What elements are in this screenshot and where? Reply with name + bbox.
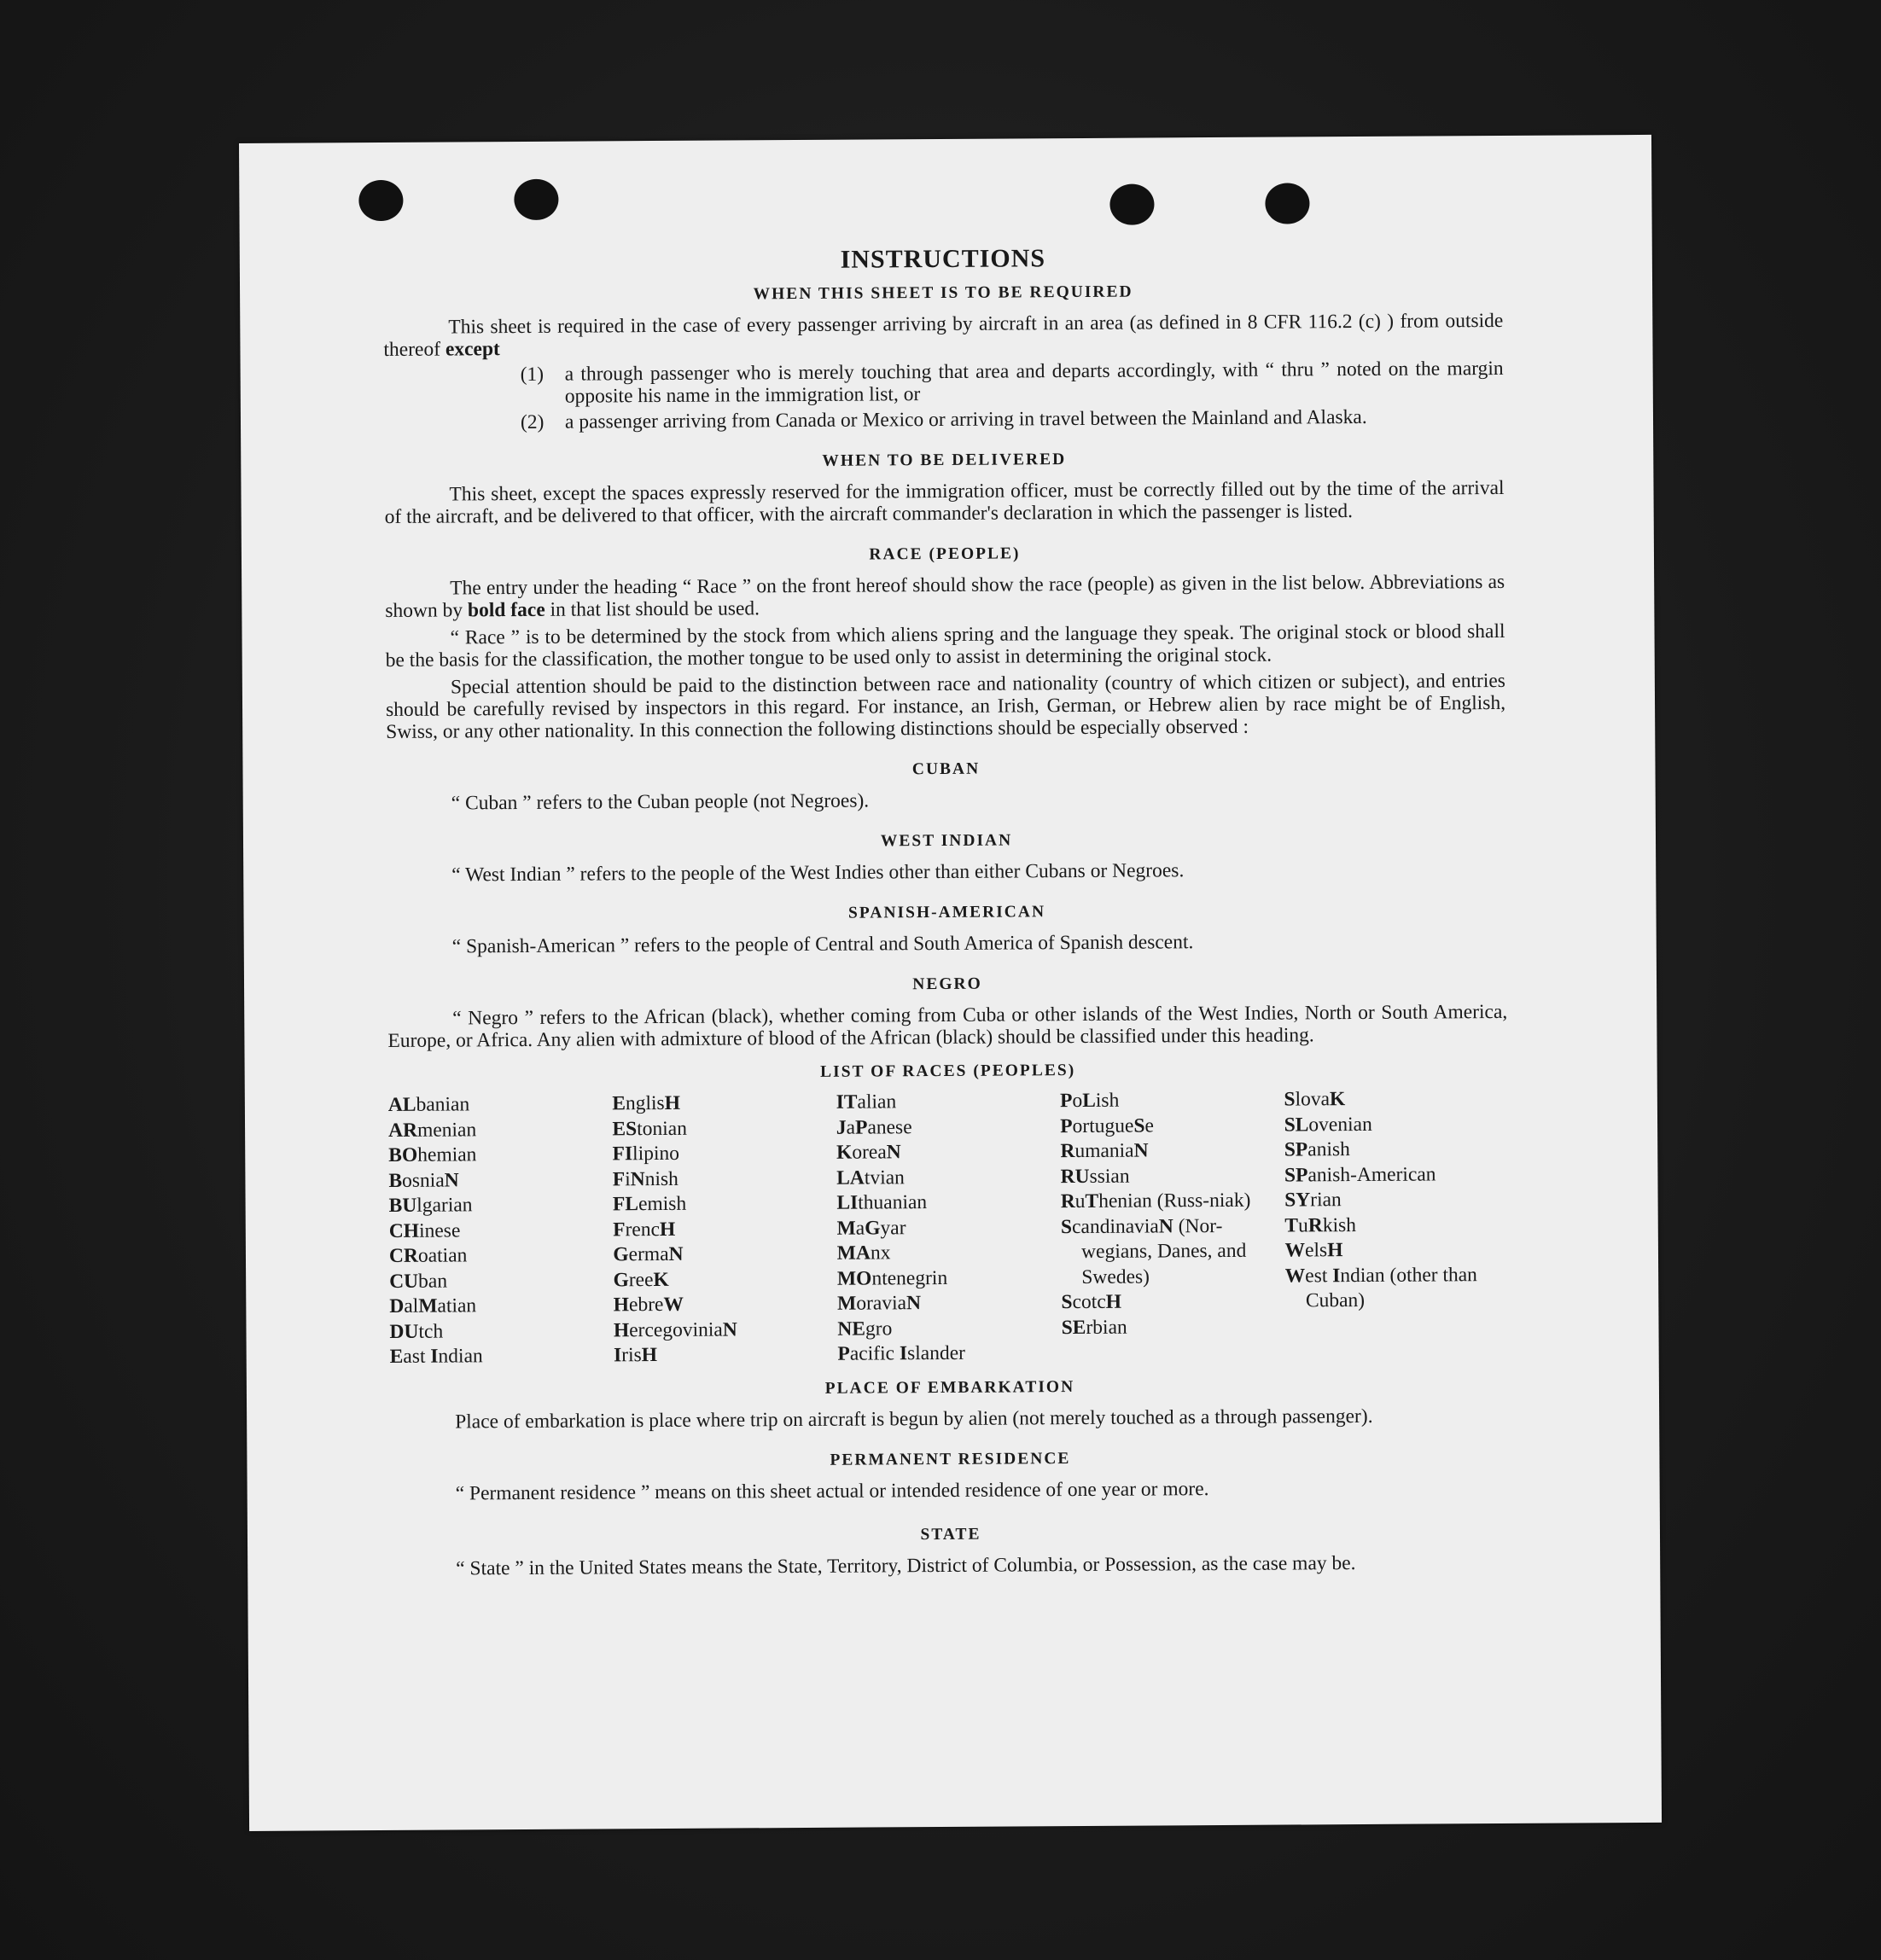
race-entry: West Indian (other than Cuban) bbox=[1284, 1263, 1477, 1312]
races-column bbox=[836, 1089, 1062, 1367]
race-entry: ScotcH bbox=[1061, 1290, 1122, 1314]
instructions-content bbox=[383, 245, 1511, 1579]
list-item: (2) a passenger arriving from Canada or Mexico or arriving in travel between the Mainland and Alaska. bbox=[520, 405, 1367, 433]
race-entry: HebreW bbox=[613, 1293, 684, 1317]
race-entry: ARmenian bbox=[387, 1118, 477, 1142]
punch-hole bbox=[1265, 183, 1309, 224]
race-entry: HercegoviniaN bbox=[613, 1317, 737, 1341]
race-entry: RuThenian (Russ-niak) bbox=[1060, 1189, 1251, 1213]
race-entry: BUlgarian bbox=[388, 1194, 473, 1217]
race-entry: Pacific Islander bbox=[837, 1341, 966, 1365]
section-heading-embarkation: PLACE OF EMBARKATION bbox=[824, 1377, 1075, 1398]
document-page bbox=[239, 135, 1662, 1831]
race-entry: ScandinaviaN (Nor-wegians, Danes, and Swedes) bbox=[1060, 1214, 1247, 1288]
section-heading-list-of-races: LIST OF RACES (PEOPLES) bbox=[820, 1061, 1076, 1081]
cuban-text: “ Cuban ” refers to the Cuban people (not Negroes). bbox=[451, 789, 870, 815]
race-entry: CRoatian bbox=[388, 1244, 468, 1267]
races-column bbox=[1284, 1086, 1509, 1364]
race-entry: BosniaN bbox=[388, 1168, 459, 1192]
race-entry: FIlipino bbox=[612, 1142, 680, 1166]
race-entry: EStonian bbox=[612, 1117, 688, 1140]
race-entry: PoLish bbox=[1059, 1089, 1120, 1113]
punch-hole bbox=[358, 180, 403, 221]
required-intro: This sheet is required in the case of every passenger arriving by aircraft in an area (as defined in 8 CFR 116.2 (c) ) from outside thereof except bbox=[383, 309, 1504, 361]
race-entry: MOntenegrin bbox=[836, 1266, 948, 1290]
race-entry: MAnx bbox=[836, 1242, 891, 1265]
race-paragraph-2: “ Race ” is to be determined by the stock from which aliens spring and the language they speak. The original stock or blood shall be the basis for the classification, the mother tongue to be used only to assist in determining the original stock. bbox=[385, 619, 1505, 672]
section-heading-residence: PERMANENT RESIDENCE bbox=[830, 1449, 1071, 1469]
race-entry: SlovaK bbox=[1284, 1088, 1346, 1111]
race-entry: SErbian bbox=[1061, 1316, 1127, 1339]
section-heading-spanish-american: SPANISH-AMERICAN bbox=[847, 903, 1046, 922]
section-heading-race: RACE (PEOPLE) bbox=[869, 544, 1021, 564]
race-entry: KoreaN bbox=[836, 1141, 901, 1164]
race-entry: East Indian bbox=[389, 1345, 483, 1368]
negro-text: “ Negro ” refers to the African (black), whether coming from Cuba or other islands of the West Indies, North or South America, Europe, or Africa. Any alien with admixture of blood of the African (black) should be classified under this heading. bbox=[387, 1000, 1508, 1052]
delivered-text: This sheet, except the spaces expressly reserved for the immigration officer, must be correctly filled out by the time of the arrival of the aircraft, and be delivered to that officer, with the aircraft commander's declaration in which the passenger is listed. bbox=[384, 476, 1505, 528]
races-list bbox=[388, 1086, 1510, 1370]
race-entry: PortugueSe bbox=[1060, 1114, 1154, 1137]
race-entry: NEgro bbox=[837, 1317, 893, 1341]
race-entry: ALbanian bbox=[387, 1093, 470, 1116]
race-entry: SPanish bbox=[1284, 1138, 1350, 1161]
race-entry: FLemish bbox=[612, 1192, 687, 1216]
race-entry: FrencH bbox=[613, 1218, 676, 1241]
race-entry: DalMatian bbox=[389, 1294, 477, 1317]
section-heading-state: STATE bbox=[920, 1525, 981, 1544]
punch-hole bbox=[514, 179, 558, 220]
page-title: INSTRUCTIONS bbox=[840, 244, 1046, 274]
section-heading-required: WHEN THIS SHEET IS TO BE REQUIRED bbox=[753, 282, 1133, 304]
race-entry: MoraviaN bbox=[837, 1292, 922, 1315]
race-entry: RUssian bbox=[1060, 1165, 1130, 1188]
race-entry: FiNnish bbox=[612, 1167, 678, 1190]
list-item: (1) a through passenger who is merely touching that area and departs accordingly, with “ thru ” noted on the margin opposite his name in the immigration list, or bbox=[520, 357, 1504, 408]
race-entry: GermaN bbox=[613, 1242, 684, 1266]
race-entry: GreeK bbox=[613, 1268, 669, 1291]
section-heading-west-indian: WEST INDIAN bbox=[880, 831, 1013, 851]
race-entry: LIthuanian bbox=[836, 1191, 928, 1214]
race-paragraph-1: The entry under the heading “ Race ” on the front hereof should show the race (people) as given in the list below. Abbreviations as shown by bold face in that list should be used. bbox=[385, 570, 1505, 622]
embarkation-text: Place of embarkation is place where trip on aircraft is begun by alien (not merely touched as a through passenger). bbox=[455, 1405, 1373, 1433]
races-column bbox=[1060, 1088, 1285, 1366]
race-entry: SLovenian bbox=[1284, 1113, 1372, 1137]
race-entry: JaPanese bbox=[836, 1115, 912, 1139]
residence-text: “ Permanent residence ” means on this sheet actual or intended residence of one year or more. bbox=[455, 1477, 1209, 1504]
race-entry: TuRkish bbox=[1284, 1213, 1357, 1237]
section-heading-negro: NEGRO bbox=[912, 974, 982, 994]
race-entry: DUtch bbox=[389, 1320, 444, 1343]
races-column bbox=[388, 1091, 614, 1370]
state-text: “ State ” in the United States means the State, Territory, District of Columbia, or Possession, as the case may be. bbox=[456, 1551, 1356, 1579]
race-entry: MaGyar bbox=[836, 1216, 906, 1240]
punch-hole bbox=[1109, 183, 1154, 224]
race-paragraph-3: Special attention should be paid to the distinction between race and nationality (country of which citizen or subject), and entries should be carefully revised by inspectors in this regard. For instance, an Irish, German, or Hebrew alien by race might be of English, Swiss, or any other nationality. In this connection the following distinctions should be especially observed : bbox=[385, 669, 1506, 743]
section-heading-cuban: CUBAN bbox=[911, 759, 981, 779]
race-entry: RumaniaN bbox=[1060, 1139, 1149, 1163]
race-entry: LAtvian bbox=[836, 1166, 905, 1189]
race-entry: IrisH bbox=[613, 1344, 658, 1367]
section-heading-delivered: WHEN TO BE DELIVERED bbox=[822, 451, 1067, 470]
spanish-american-text: “ Spanish-American ” refers to the people of Central and South America of Spanish descent. bbox=[451, 931, 1194, 958]
race-entry: CHinese bbox=[388, 1218, 461, 1242]
race-entry: SPanish-American bbox=[1284, 1162, 1436, 1187]
race-entry: SYrian bbox=[1284, 1189, 1342, 1212]
races-column bbox=[612, 1091, 837, 1369]
race-entry: ITalian bbox=[836, 1091, 897, 1114]
race-entry: CUban bbox=[389, 1270, 448, 1293]
race-entry: WelsH bbox=[1284, 1239, 1343, 1262]
west-indian-text: “ West Indian ” refers to the people of the West Indies other than either Cubans or Negroes. bbox=[451, 859, 1185, 887]
race-entry: BOhemian bbox=[388, 1143, 477, 1166]
race-entry: EnglisH bbox=[612, 1091, 681, 1115]
